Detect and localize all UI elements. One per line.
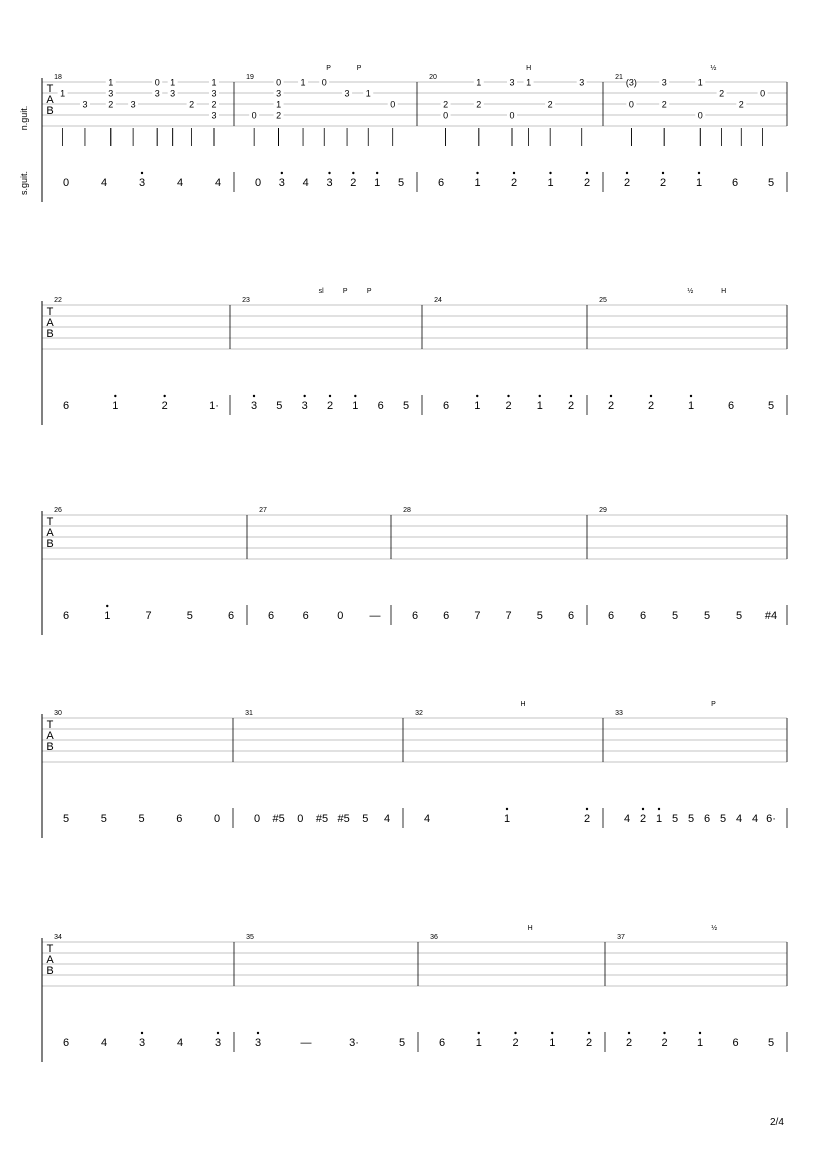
numbered-note: 6: [607, 610, 615, 622]
fret-number: 3: [154, 88, 160, 99]
fret-number: 3: [211, 110, 217, 121]
fret-number: (3): [625, 77, 637, 88]
numbered-note: 3: [138, 177, 146, 189]
numbered-note: 7: [145, 610, 152, 622]
measure-number: 18: [54, 74, 62, 81]
numbered-note: 5: [100, 813, 107, 825]
fret-number: 0: [154, 77, 160, 88]
octave-dot: [376, 172, 378, 174]
tab-clef-letter: B: [46, 538, 54, 550]
numbered-note: 6: [62, 1037, 70, 1049]
octave-dot: [506, 808, 508, 810]
octave-dot: [586, 808, 588, 810]
articulation-mark: P: [711, 701, 716, 708]
numbered-note: 3: [278, 177, 285, 189]
numbered-note: 5: [671, 610, 679, 622]
fret-number: 3: [509, 77, 515, 88]
numbered-note: 6: [703, 813, 711, 825]
numbered-note: 3: [250, 400, 258, 412]
fret-number: 0: [443, 110, 449, 121]
numbered-note: 5: [402, 400, 410, 412]
fret-number: 3: [130, 99, 136, 110]
measure-number: 22: [54, 297, 62, 304]
numbered-note: 1: [374, 177, 381, 189]
articulation-mark: H: [520, 701, 526, 708]
numbered-note: 3: [301, 400, 308, 412]
octave-dot: [658, 808, 660, 810]
fret-number: 1: [697, 77, 703, 88]
numbered-note: 1: [104, 610, 111, 622]
numbered-note: 3: [326, 177, 333, 189]
numbered-note: 1: [696, 1037, 704, 1049]
articulation-mark: P: [356, 65, 362, 72]
fret-number: 2: [443, 99, 449, 110]
octave-dot: [114, 395, 116, 397]
measure-number: 36: [430, 934, 438, 941]
octave-dot: [352, 172, 354, 174]
numbered-note: 2: [512, 1037, 519, 1049]
numbered-note: 1: [475, 1037, 482, 1049]
numbered-note: 4: [735, 813, 743, 825]
numbered-note: 2: [583, 177, 591, 189]
numbered-note: 1: [503, 813, 511, 825]
numbered-note: 1: [549, 1037, 556, 1049]
fret-number: 2: [276, 110, 282, 121]
octave-dot: [570, 395, 572, 397]
numbered-note: 2: [505, 400, 512, 412]
octave-dot: [690, 395, 692, 397]
tab-clef-letter: A: [46, 527, 54, 539]
octave-dot: [628, 1032, 630, 1034]
fret-number: 2: [476, 99, 482, 110]
numbered-note: 4: [176, 177, 184, 189]
octave-dot: [586, 172, 588, 174]
measure-number: 21: [615, 74, 623, 81]
fret-number: 1: [476, 77, 482, 88]
tab-clef-letter: B: [46, 965, 54, 977]
fret-number: 0: [760, 88, 766, 99]
tab-clef-letter: B: [46, 105, 54, 117]
tab-clef-letter: T: [46, 943, 54, 955]
numbered-note: 6: [62, 400, 70, 412]
numbered-note: 6: [267, 610, 275, 622]
tab-clef-letter: A: [46, 317, 54, 329]
fret-number: 3: [82, 99, 88, 110]
numbered-note: 5: [767, 400, 775, 412]
fret-number: 1: [276, 99, 282, 110]
numbered-note: 6: [62, 610, 70, 622]
fret-number: 3: [170, 88, 176, 99]
numbered-note: 3: [138, 1037, 146, 1049]
numbered-note: 6: [302, 610, 309, 622]
numbered-note: 2: [659, 177, 667, 189]
fret-number: 2: [547, 99, 553, 110]
numbered-note: 7: [505, 610, 512, 622]
fret-number: 2: [719, 88, 725, 99]
fret-number: 1: [211, 77, 217, 88]
measure-number: 19: [246, 74, 254, 81]
numbered-note: 5: [767, 177, 775, 189]
tab-clef-letter: B: [46, 741, 54, 753]
articulation-mark: ½: [687, 288, 694, 295]
numbered-note: 1: [687, 400, 695, 412]
tab-clef-letter: T: [46, 516, 54, 528]
numbered-note: #5: [272, 813, 285, 825]
octave-dot: [217, 1032, 219, 1034]
articulation-mark: H: [721, 288, 727, 295]
numbered-note: #4: [764, 610, 778, 622]
numbered-note: 7: [474, 610, 481, 622]
measure-number: 29: [599, 507, 607, 514]
numbered-note: 1·: [209, 400, 219, 412]
octave-dot: [662, 172, 664, 174]
numbered-note: 2: [661, 1037, 668, 1049]
numbered-note: 2: [639, 813, 647, 825]
measure-number: 33: [615, 710, 623, 717]
numbered-note: 6: [227, 610, 235, 622]
numbered-note: 3: [254, 1037, 262, 1049]
measure-number: 25: [599, 297, 607, 304]
octave-dot: [699, 1032, 701, 1034]
numbered-note: 6: [443, 610, 450, 622]
octave-dot: [257, 1032, 259, 1034]
numbered-note: 5: [362, 813, 369, 825]
numbered-note: 2: [583, 813, 591, 825]
fret-number: 3: [661, 77, 667, 88]
numbered-note: 6: [732, 1037, 739, 1049]
page-number: 2/4: [770, 1117, 784, 1128]
octave-dot: [610, 395, 612, 397]
numbered-note: 0: [337, 610, 344, 622]
tab-clef-letter: T: [46, 83, 54, 95]
numbered-note: #5: [337, 813, 350, 825]
measure-number: 26: [54, 507, 62, 514]
numbered-note: #5: [315, 813, 329, 825]
articulation-mark: P: [342, 288, 348, 295]
numbered-note: 1: [655, 813, 663, 825]
numbered-note: 4: [751, 813, 759, 825]
measure-number: 31: [245, 710, 253, 717]
octave-dot: [626, 172, 628, 174]
octave-dot: [698, 172, 700, 174]
numbered-note: 2: [623, 177, 631, 189]
numbered-note: 6: [442, 400, 450, 412]
fret-number: 2: [211, 99, 217, 110]
numbered-note: 5: [138, 813, 145, 825]
numbered-note: 6: [727, 400, 735, 412]
octave-dot: [106, 605, 108, 607]
octave-dot: [329, 395, 331, 397]
numbered-note: 0: [297, 813, 304, 825]
fret-number: 2: [661, 99, 667, 110]
fret-number: 3: [579, 77, 585, 88]
numbered-note: 5: [719, 813, 727, 825]
instrument-label-numbered: s.guit.: [19, 170, 29, 196]
numbered-note: 6: [411, 610, 419, 622]
octave-dot: [549, 172, 551, 174]
numbered-note: 1: [547, 177, 554, 189]
numbered-note: 1: [695, 177, 703, 189]
numbered-note: 5: [703, 610, 711, 622]
numbered-note: 5: [62, 813, 70, 825]
octave-dot: [476, 395, 478, 397]
numbered-note: 1: [352, 400, 359, 412]
octave-dot: [478, 1032, 480, 1034]
numbered-note: 5: [398, 1037, 406, 1049]
numbered-note: 5: [536, 610, 543, 622]
numbered-note: 5: [186, 610, 193, 622]
measure-number: 37: [617, 934, 625, 941]
instrument-label-tab: n.guit.: [19, 105, 29, 131]
fret-number: 2: [738, 99, 744, 110]
fret-number: 1: [365, 88, 371, 99]
fret-number: 1: [526, 77, 532, 88]
fret-number: 0: [697, 110, 703, 121]
measure-number: 30: [54, 710, 62, 717]
numbered-note: 5: [671, 813, 679, 825]
measure-number: 27: [259, 507, 267, 514]
octave-dot: [650, 395, 652, 397]
articulation-mark: H: [526, 65, 532, 72]
articulation-mark: ½: [711, 925, 718, 932]
octave-dot: [642, 808, 644, 810]
fret-number: 0: [321, 77, 327, 88]
octave-dot: [354, 395, 356, 397]
octave-dot: [476, 172, 478, 174]
numbered-note: 1: [474, 177, 481, 189]
numbered-note: 6: [438, 1037, 446, 1049]
numbered-note: 2: [585, 1037, 593, 1049]
numbered-note: 2: [161, 400, 168, 412]
numbered-note: 5: [767, 1037, 775, 1049]
numbered-note: 6: [437, 177, 445, 189]
tab-clef-letter: A: [46, 94, 54, 106]
numbered-note: 4: [214, 177, 222, 189]
tab-clef-letter: T: [46, 306, 54, 318]
fret-number: 1: [300, 77, 306, 88]
numbered-note: 1: [536, 400, 543, 412]
octave-dot: [163, 395, 165, 397]
measure-number: 23: [242, 297, 250, 304]
numbered-note: 4: [100, 1037, 108, 1049]
articulation-mark: H: [527, 925, 533, 932]
numbered-note: 1: [112, 400, 119, 412]
measure-number: 34: [54, 934, 62, 941]
numbered-note: 0: [253, 813, 261, 825]
fret-number: 0: [251, 110, 257, 121]
numbered-note: 6·: [766, 813, 776, 825]
fret-number: 2: [108, 99, 114, 110]
fret-number: 2: [189, 99, 195, 110]
numbered-note: 2: [350, 177, 357, 189]
numbered-note: 0: [213, 813, 221, 825]
octave-dot: [588, 1032, 590, 1034]
numbered-note: 5: [397, 177, 405, 189]
articulation-mark: P: [326, 65, 331, 72]
numbered-note: 5: [735, 610, 743, 622]
fret-number: 0: [509, 110, 515, 121]
fret-number: 0: [276, 77, 282, 88]
tab-clef-letter: B: [46, 328, 54, 340]
measure-number: 32: [415, 710, 423, 717]
octave-dot: [663, 1032, 665, 1034]
numbered-note: 2: [647, 400, 655, 412]
numbered-note: 1: [474, 400, 481, 412]
numbered-note: 6: [639, 610, 647, 622]
articulation-mark: sl: [318, 288, 324, 295]
tab-clef-letter: A: [46, 730, 54, 742]
octave-dot: [513, 172, 515, 174]
numbered-note: 4: [623, 813, 631, 825]
numbered-note: 2: [607, 400, 615, 412]
octave-dot: [141, 1032, 143, 1034]
measure-number: 20: [429, 74, 437, 81]
octave-dot: [507, 395, 509, 397]
octave-dot: [514, 1032, 516, 1034]
fret-number: 3: [344, 88, 350, 99]
fret-number: 3: [276, 88, 282, 99]
numbered-note: 0: [254, 177, 262, 189]
fret-number: 1: [170, 77, 176, 88]
octave-dot: [281, 172, 283, 174]
numbered-note: 2: [567, 400, 575, 412]
numbered-note: 4: [302, 177, 309, 189]
fret-number: 1: [60, 88, 66, 99]
numbered-note: 2: [510, 177, 518, 189]
octave-dot: [551, 1032, 553, 1034]
numbered-note: 4: [383, 813, 391, 825]
measure-number: 24: [434, 297, 442, 304]
numbered-note: —: [369, 610, 381, 622]
measure-number: 28: [403, 507, 411, 514]
octave-dot: [141, 172, 143, 174]
numbered-note: 3·: [349, 1037, 359, 1049]
numbered-note: 2: [625, 1037, 633, 1049]
fret-number: 0: [390, 99, 396, 110]
octave-dot: [303, 395, 305, 397]
tab-clef-letter: A: [46, 954, 54, 966]
numbered-note: 4: [100, 177, 108, 189]
fret-number: 3: [211, 88, 217, 99]
numbered-note: 6: [567, 610, 575, 622]
numbered-note: 5: [276, 400, 283, 412]
fret-number: 1: [108, 77, 114, 88]
numbered-note: 6: [176, 813, 183, 825]
numbered-note: 6: [377, 400, 384, 412]
fret-number: 0: [628, 99, 634, 110]
numbered-note: 5: [687, 813, 695, 825]
octave-dot: [253, 395, 255, 397]
tab-clef-letter: T: [46, 719, 54, 731]
numbered-note: 4: [176, 1037, 184, 1049]
numbered-note: 3: [214, 1037, 222, 1049]
numbered-note: 2: [326, 400, 334, 412]
octave-dot: [328, 172, 330, 174]
articulation-mark: P: [366, 288, 372, 295]
measure-number: 35: [246, 934, 254, 941]
numbered-note: 0: [62, 177, 70, 189]
fret-number: 3: [108, 88, 114, 99]
articulation-mark: ½: [710, 65, 717, 72]
numbered-note: —: [300, 1037, 312, 1049]
numbered-note: 6: [731, 177, 739, 189]
octave-dot: [539, 395, 541, 397]
numbered-note: 4: [423, 813, 431, 825]
